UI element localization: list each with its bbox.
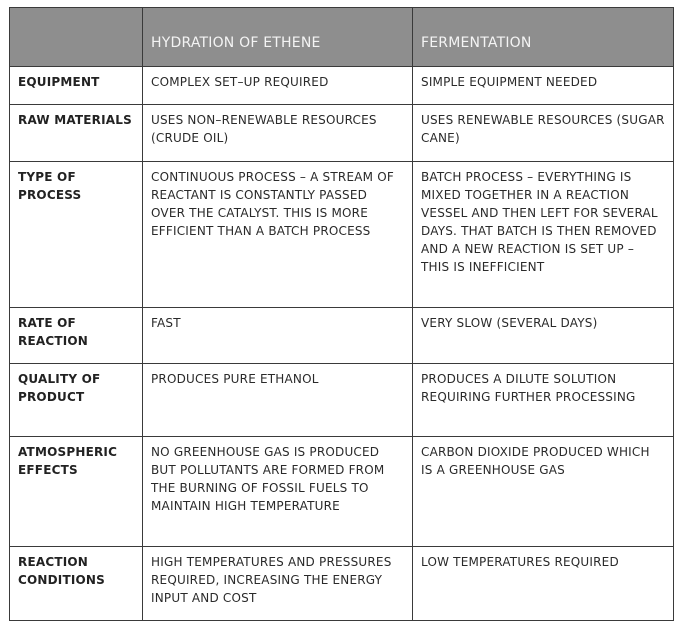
header-cell-hydration: HYDRATION OF ETHENE <box>143 8 413 67</box>
row-label: TYPE OF PROCESS <box>10 162 143 308</box>
table-body <box>10 67 674 621</box>
fermentation-cell: BATCH PROCESS – EVERYTHING IS MIXED TOGETHER IN A REACTION VESSEL AND THEN LEFT FOR SEVERAL DAYS. THAT BATCH IS THEN REMOVED AND A NEW REACTION IS SET UP – THIS IS INEFFICIENT <box>413 162 674 308</box>
table-row <box>10 437 674 547</box>
hydration-cell: FAST <box>143 308 413 364</box>
header-row <box>10 8 674 67</box>
row-label: ATMOSPHERIC EFFECTS <box>10 437 143 547</box>
row-label: RAW MATERIALS <box>10 105 143 162</box>
table-row <box>10 67 674 105</box>
comparison-table <box>9 7 674 621</box>
fermentation-cell: USES RENEWABLE RESOURCES (SUGAR CANE) <box>413 105 674 162</box>
hydration-cell: PRODUCES PURE ETHANOL <box>143 364 413 437</box>
fermentation-cell: CARBON DIOXIDE PRODUCED WHICH IS A GREENHOUSE GAS <box>413 437 674 547</box>
row-label: EQUIPMENT <box>10 67 143 105</box>
table-row <box>10 308 674 364</box>
header-cell-blank <box>10 8 143 67</box>
row-label: QUALITY OF PRODUCT <box>10 364 143 437</box>
fermentation-cell: VERY SLOW (SEVERAL DAYS) <box>413 308 674 364</box>
header-cell-fermentation: FERMENTATION <box>413 8 674 67</box>
hydration-cell: USES NON–RENEWABLE RESOURCES (CRUDE OIL) <box>143 105 413 162</box>
fermentation-cell: PRODUCES A DILUTE SOLUTION REQUIRING FURTHER PROCESSING <box>413 364 674 437</box>
table-row <box>10 364 674 437</box>
hydration-cell: NO GREENHOUSE GAS IS PRODUCED BUT POLLUTANTS ARE FORMED FROM THE BURNING OF FOSSIL FUELS TO MAINTAIN HIGH TEMPERATURE <box>143 437 413 547</box>
fermentation-cell: SIMPLE EQUIPMENT NEEDED <box>413 67 674 105</box>
table-row <box>10 547 674 621</box>
row-label: RATE OF REACTION <box>10 308 143 364</box>
fermentation-cell: LOW TEMPERATURES REQUIRED <box>413 547 674 621</box>
hydration-cell: CONTINUOUS PROCESS – A STREAM OF REACTANT IS CONSTANTLY PASSED OVER THE CATALYST. THIS IS MORE EFFICIENT THAN A BATCH PROCESS <box>143 162 413 308</box>
hydration-cell: COMPLEX SET–UP REQUIRED <box>143 67 413 105</box>
row-label: REACTION CONDITIONS <box>10 547 143 621</box>
hydration-cell: HIGH TEMPERATURES AND PRESSURES REQUIRED, INCREASING THE ENERGY INPUT AND COST <box>143 547 413 621</box>
table-row <box>10 162 674 308</box>
table-header <box>10 8 674 67</box>
table-row <box>10 105 674 162</box>
